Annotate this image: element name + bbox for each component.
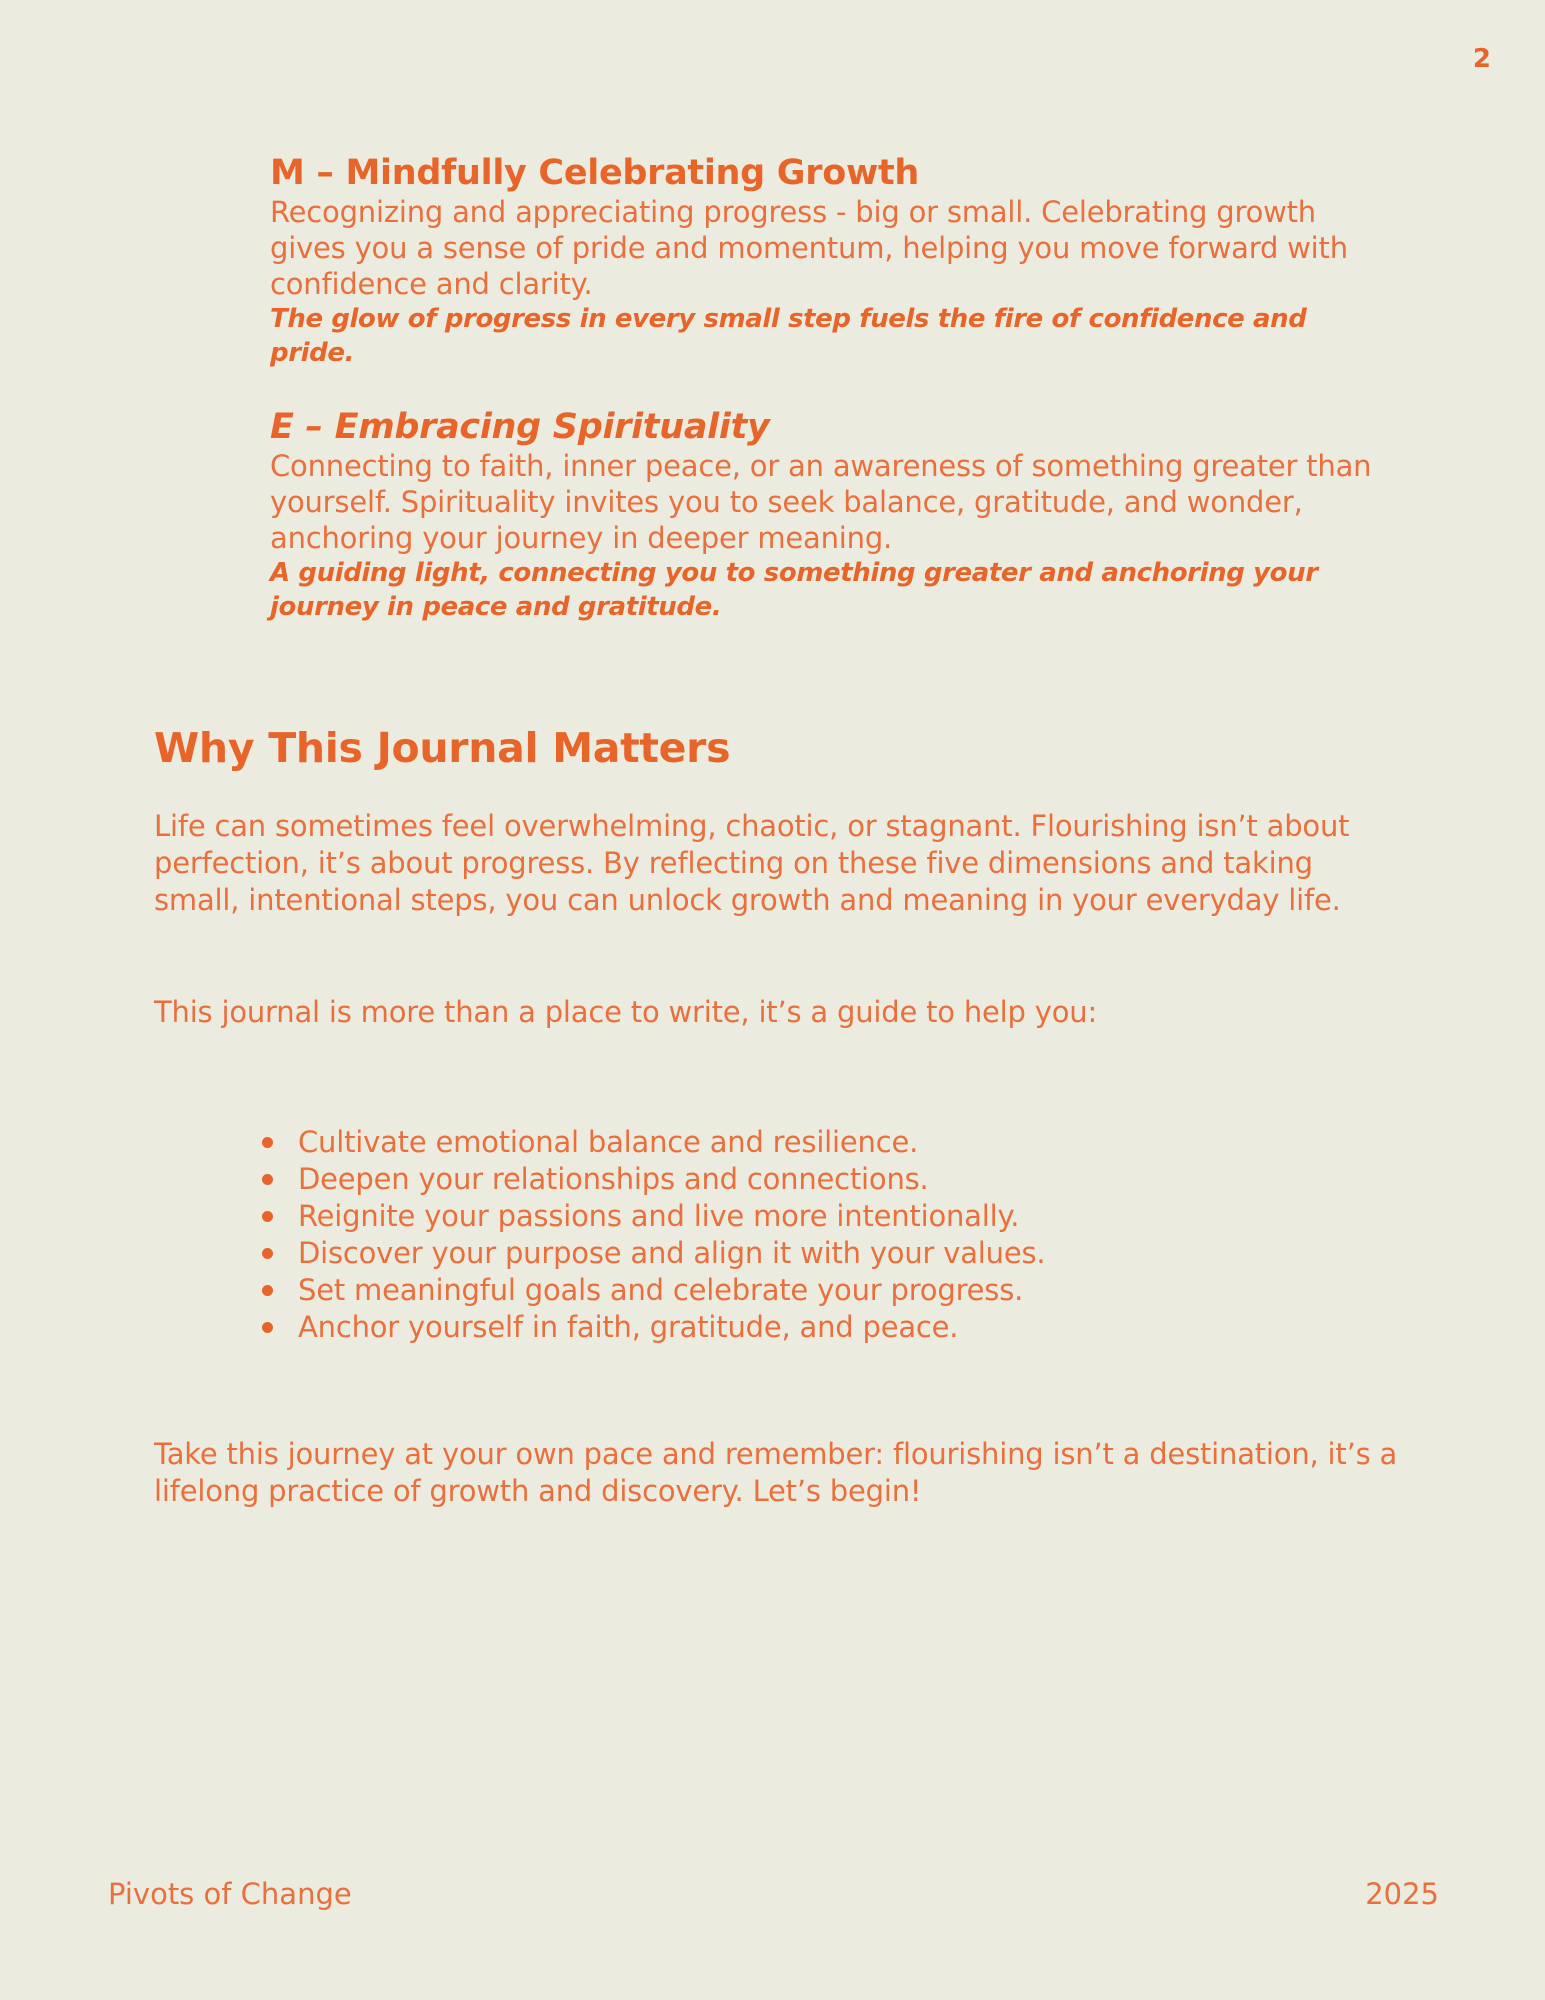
section-body: Recognizing and appreciating progress - big or small. Celebrating growth gives you a sense of pride and momentum, helping you move forward with confidence and clarity. <box>270 195 1348 301</box>
section-quote: A guiding light, connecting you to something greater and anchoring your journey in peace and gratitude. <box>270 558 1318 622</box>
section-body: Connecting to faith, inner peace, or an awareness of something greater than yourself. Spirituality invites you to seek balance, gratitude, and wonder, anchoring your journey in deeper meaning. <box>270 449 1372 555</box>
bullet-icon <box>262 1174 273 1185</box>
list-item <box>260 1235 1045 1272</box>
list-item <box>260 1309 1045 1346</box>
list-item-text: Set meaningful goals and celebrate your progress. <box>298 1273 1024 1307</box>
list-item <box>260 1272 1045 1309</box>
closing-paragraph: Take this journey at your own pace and remember: flourishing isn’t a destination, it’s a lifelong practice of growth and discovery. Let’s begin! <box>154 1437 1398 1508</box>
intro-paragraph: Life can sometimes feel overwhelming, chaotic, or stagnant. Flourishing isn’t about perfection, it’s about progress. By reflecting on these five dimensions and taking small, intentional steps, you can unlock growth and meaning in your everyday life. <box>154 809 1350 917</box>
bullet-icon <box>262 1137 273 1148</box>
page-number: 2 <box>1472 44 1491 74</box>
list-item <box>260 1198 1045 1235</box>
lead-paragraph: This journal is more than a place to write, it’s a guide to help you: <box>154 995 1098 1029</box>
list-item-text: Discover your purpose and align it with your values. <box>298 1236 1046 1270</box>
list-item <box>260 1161 1045 1198</box>
section-heading: M – Mindfully Celebrating Growth <box>270 153 920 193</box>
section-heading: E – Embracing Spirituality <box>270 407 770 447</box>
footer-year: 2025 <box>1365 1877 1439 1911</box>
bullet-icon <box>262 1211 273 1222</box>
main-heading: Why This Journal Matters <box>154 724 731 772</box>
bullet-icon <box>262 1322 273 1333</box>
benefits-list <box>260 1124 1045 1346</box>
list-item-text: Anchor yourself in faith, gratitude, and peace. <box>298 1310 959 1344</box>
list-item-text: Deepen your relationships and connections. <box>298 1162 929 1196</box>
bullet-icon <box>262 1248 273 1259</box>
list-item <box>260 1124 1045 1161</box>
bullet-icon <box>262 1285 273 1296</box>
list-item-text: Reignite your passions and live more intentionally. <box>298 1199 1020 1233</box>
footer-title: Pivots of Change <box>108 1877 352 1911</box>
list-item-text: Cultivate emotional balance and resilience. <box>298 1125 919 1159</box>
section-embracing-spirituality <box>270 406 1390 624</box>
section-mindfully-celebrating-growth <box>270 152 1390 370</box>
section-quote: The glow of progress in every small step fuels the fire of confidence and pride. <box>270 304 1307 368</box>
